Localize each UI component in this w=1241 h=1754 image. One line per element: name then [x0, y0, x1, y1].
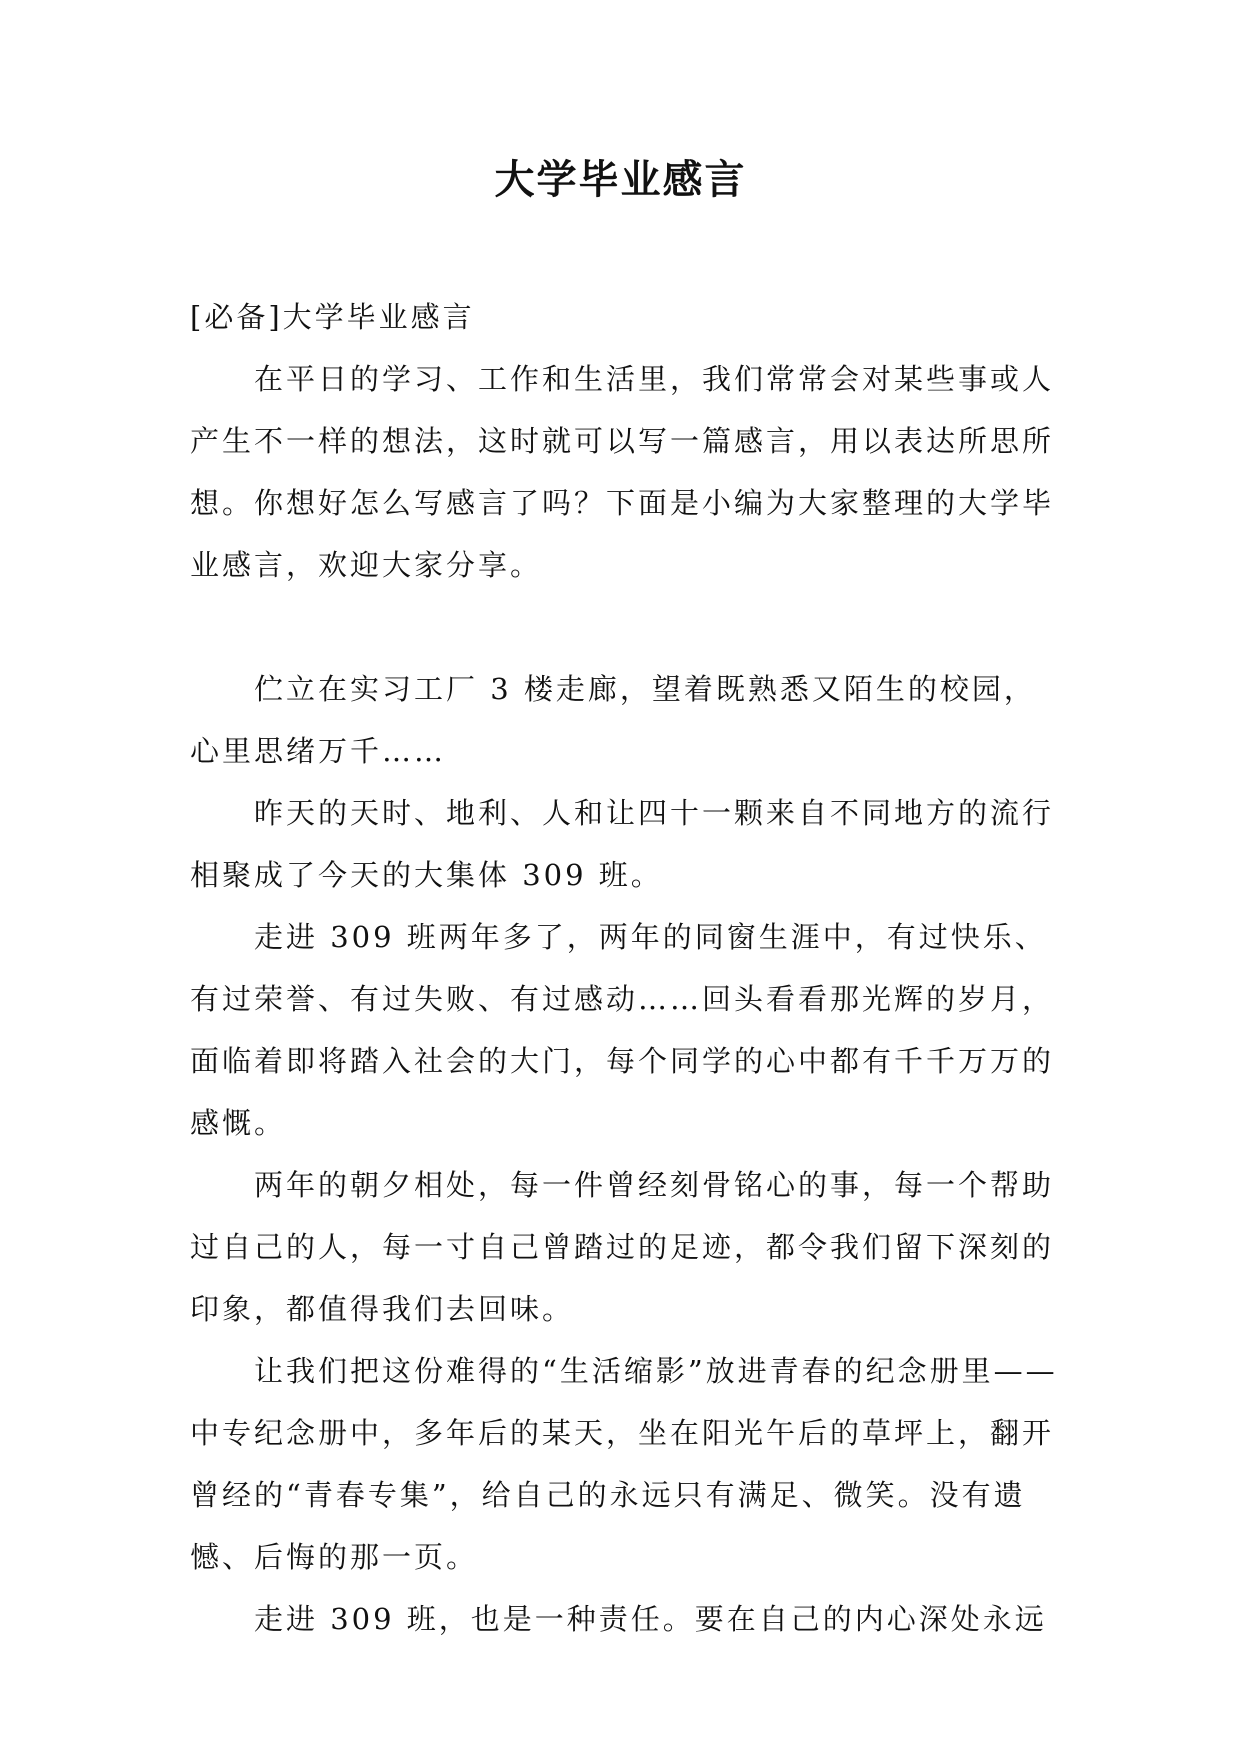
- paragraph-gap: [190, 596, 1060, 658]
- paragraph-5: 让我们把这份难得的“生活缩影”放进青春的纪念册里——中专纪念册中，多年后的某天，坐在阳光午后的草坪上，翻开曾经的“青春专集”，给自己的永远只有满足、微笑。没有遗憾、后悔的那一页。: [190, 1354, 1058, 1574]
- paragraph-6: 走进 309 班，也是一种责任。要在自己的内心深处永远: [254, 1602, 1047, 1636]
- document-body: [190, 286, 1060, 1650]
- intro-paragraph: 在平日的学习、工作和生活里，我们常常会对某些事或人产生不一样的想法，这时就可以写一篇感言，用以表达所思所想。你想好怎么写感言了吗？下面是小编为大家整理的大学毕业感言，欢迎大家分享。: [190, 362, 1055, 582]
- paragraph-1: 伫立在实习工厂 3 楼走廊，望着既熟悉又陌生的校园，心里思绪万千……: [190, 672, 1036, 768]
- document-title: 大学毕业感言: [494, 157, 747, 203]
- paragraph-4: 两年的朝夕相处，每一件曾经刻骨铭心的事，每一个帮助过自己的人，每一寸自己曾踏过的足迹，都令我们留下深刻的印象，都值得我们去回味。: [190, 1168, 1055, 1326]
- document-subtitle: [必备]大学毕业感言: [190, 300, 475, 334]
- paragraph-3: 走进 309 班两年多了，两年的同窗生涯中，有过快乐、有过荣誉、有过失败、有过感动……回头看看那光辉的岁月，面临着即将踏入社会的大门，每个同学的心中都有千千万万的感慨。: [190, 920, 1055, 1140]
- paragraph-2: 昨天的天时、地利、人和让四十一颗来自不同地方的流行相聚成了今天的大集体 309 班。: [190, 796, 1055, 892]
